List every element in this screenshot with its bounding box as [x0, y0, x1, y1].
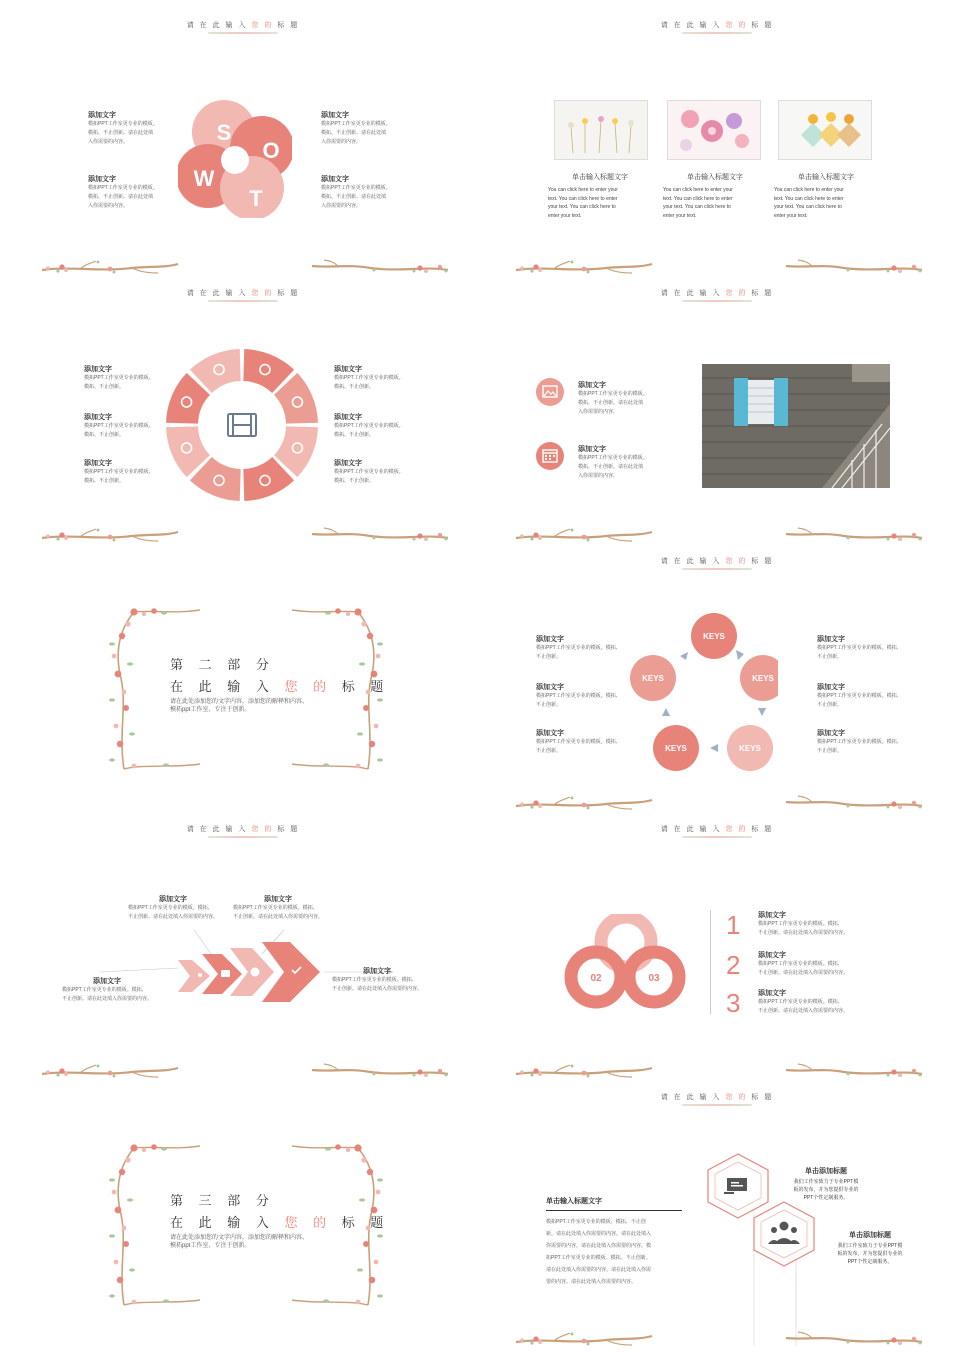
block-title: 单击输入标题文字 [546, 1198, 602, 1205]
item-title: 添加文字 [817, 684, 845, 691]
section-number: 第 三 部 分 [170, 1193, 275, 1208]
item-title: 添加文字 [334, 366, 362, 373]
branch-decoration-right [784, 1330, 924, 1346]
window-photo [702, 364, 890, 488]
keys-item [817, 682, 902, 710]
chevron-item [332, 966, 422, 994]
item-title: 添加文字 [84, 460, 112, 467]
item-text: 模拓PPT工作室更专业的模板。模拓、 不止创新。 [536, 693, 621, 708]
keys-item [536, 634, 621, 662]
header-underline [208, 32, 278, 34]
slide-header: 请 在 此 输 入 您 的 标 题 [660, 290, 774, 297]
key-label: KEYS [752, 674, 774, 683]
item-text: 模拓PPT工作室更专业的模板。 模拓、不止创新。请在此处填 入你需要的内容。 [88, 121, 158, 145]
item-number: 2 [726, 950, 741, 980]
ring-item [84, 458, 154, 486]
photo-card [663, 172, 767, 220]
item-title: 添加文字 [93, 978, 121, 985]
header-underline [208, 300, 278, 302]
hexagon-box [776, 1166, 876, 1202]
slide-keys [480, 542, 954, 810]
branch-decoration-left [40, 1062, 180, 1078]
ring-label: 02 [590, 973, 602, 984]
item-title: 添加文字 [264, 896, 292, 903]
section-title: 在 此 输 入 您 的 标 题 [170, 679, 390, 694]
item-text: 模拓PPT工作室更专业的模板。 模拓、不止创新。请在此处填 入你需要的内容。 [321, 185, 391, 209]
header-underline [682, 32, 752, 34]
hexagon-box [820, 1230, 920, 1266]
item-title: 添加文字 [159, 896, 187, 903]
keys-item [817, 728, 902, 756]
ring-item [334, 412, 404, 440]
header-underline [208, 836, 278, 838]
keys-item [536, 682, 621, 710]
item-text: 模拓PPT工作室更专业的模板。模拓、 不止创新。 [817, 739, 902, 754]
swot-w: W [193, 166, 215, 191]
swot-s: S [216, 120, 232, 145]
branch-decoration-right [310, 1062, 450, 1078]
item-title: 添加文字 [88, 112, 116, 119]
item-title: 添加文字 [578, 382, 606, 389]
rings-diagram [564, 914, 688, 1010]
slide-header: 请 在 此 输 入 您 的 标 题 [186, 826, 300, 833]
item-title: 添加文字 [321, 112, 349, 119]
header-underline [682, 568, 752, 570]
flowers-photo-1 [554, 100, 648, 160]
slide-header: 请 在 此 输 入 您 的 标 题 [660, 1094, 774, 1101]
card-title: 单击输入标题文字 [572, 174, 628, 181]
slide-section-3 [6, 1078, 480, 1346]
photo-card [548, 172, 652, 220]
arrow-icon [680, 652, 688, 660]
branch-decoration-right [784, 526, 924, 542]
item-title: 添加文字 [84, 414, 112, 421]
slide-rings-123 [480, 810, 954, 1078]
section-desc: 请在此处添加您的文字内容，添加您的解释和内容。 模拓ppt工作室、专注于创新。 [170, 1235, 309, 1249]
branch-decoration-right [784, 794, 924, 810]
item-text: 模拓PPT工作室更专业的模板。模拓、 不止创新。请在此处填入你需要的内容。 [758, 921, 849, 936]
card-text: You can click here to enter your text. You can click here to enter your text. You can click here to enter your text. [663, 187, 733, 219]
slide-ring [6, 274, 480, 542]
slide-header: 请 在 此 输 入 您 的 标 题 [660, 826, 774, 833]
swot-item [321, 110, 391, 147]
chevron-item [233, 894, 323, 922]
box-text: 我们工作室致力于专业PPT模 板的发布，并为您提供专业的 PPT个性定制服务。 [837, 1243, 903, 1265]
branch-decoration-left [514, 1330, 654, 1346]
ring-label: 01 [620, 940, 632, 951]
flowers-photo-2 [667, 100, 761, 160]
image-icon-badge [536, 378, 564, 406]
item-text: 模拓PPT工作室更专业的模板。 模拓、不止创新。 [84, 375, 154, 390]
arrow-icon [710, 744, 718, 752]
item-title: 添加文字 [321, 176, 349, 183]
slide-header: 请 在 此 输 入 您 的 标 题 [186, 290, 300, 297]
ring-item [84, 364, 154, 392]
ring-diagram [165, 348, 319, 502]
box-text: 我们工作室致力于专业PPT模 板的发布，并为您提供专业的 PPT个性定制服务。 [793, 1179, 859, 1201]
slide-hexagons [480, 1078, 954, 1346]
item-text: 模拓PPT工作室更专业的模板。 模拓、不止创新。 [334, 423, 404, 438]
item-text: 模拓PPT工作室更专业的模板。模拓、 不止创新。请在此处填入你需要的内容。 [233, 905, 324, 920]
item-text: 模拓PPT工作室更专业的模板。模拓、 不止创新。 [536, 645, 621, 660]
card-text: You can click here to enter your text. You can click here to enter your text. You can click here to enter your text. [548, 187, 618, 219]
slide-swot [6, 6, 480, 274]
swot-item [88, 174, 158, 211]
item-text: 模拓PPT工作室更专业的模板。模拓、 不止创新。请在此处填入你需要的内容。 [332, 977, 423, 992]
header-underline [682, 836, 752, 838]
box-title: 单击添加标题 [849, 1232, 891, 1239]
branch-decoration-right [310, 258, 450, 274]
item-title: 添加文字 [536, 684, 564, 691]
item-title: 添加文字 [84, 366, 112, 373]
flowers-photo-3 [778, 100, 872, 160]
swot-item [321, 174, 391, 211]
item-text: 模拓PPT工作室更专业的模板。 模拓、不止创新。 [334, 375, 404, 390]
slide-header: 请 在 此 输 入 您 的 标 题 [186, 22, 300, 29]
item-text: 模拓PPT工作室更专业的模板。 模拓、不止创新。请在此处填 入你需要的内容。 [321, 121, 391, 145]
ring-item [334, 364, 404, 392]
ring-label: 03 [648, 973, 660, 984]
item-title: 添加文字 [758, 990, 786, 997]
key-label: KEYS [703, 632, 725, 641]
item-title: 添加文字 [334, 414, 362, 421]
item-title: 添加文字 [578, 446, 606, 453]
header-underline [682, 1104, 752, 1106]
branch-decoration-left [40, 526, 180, 542]
branch-decoration-left [514, 1062, 654, 1078]
slide-chevrons [6, 810, 480, 1078]
branch-decoration-left [514, 794, 654, 810]
card-icon [221, 970, 230, 977]
item-text: 模拓PPT工作室更专业的模板。模拓、 不止创新。请在此处填入你需要的内容。 [758, 999, 849, 1014]
item-number: 3 [726, 988, 741, 1018]
chevron-item [62, 976, 152, 1004]
branch-decoration-right [784, 258, 924, 274]
slide-window [480, 274, 954, 542]
arrow-icon [662, 708, 670, 716]
dots-icon [198, 973, 202, 977]
slide-photos [480, 6, 954, 274]
photo-card [774, 172, 878, 220]
key-label: KEYS [642, 674, 664, 683]
item-title: 添加文字 [758, 912, 786, 919]
vertical-divider [710, 910, 711, 1014]
section-number: 第 二 部 分 [170, 657, 275, 672]
item-text: 模拓PPT工作室更专业的模板。模拓、 不止创新。请在此处填入你需要的内容。 [758, 961, 849, 976]
branch-decoration-right [310, 526, 450, 542]
chevron-item [128, 894, 218, 922]
branch-decoration-left [40, 258, 180, 274]
keys-item [817, 634, 902, 662]
item-text: 模拓PPT工作室更专业的模板。模拓、 不止创新。 [536, 739, 621, 754]
branch-decoration-left [514, 526, 654, 542]
item-text: 模拓PPT工作室更专业的模板。模拓、 不止创新。 [817, 645, 902, 660]
item-title: 添加文字 [363, 968, 391, 975]
calendar-icon-badge [536, 442, 564, 470]
branch-decoration-right [784, 1062, 924, 1078]
item-text: 模拓PPT工作室更专业的模板。 模拓、不止创新。 [84, 469, 154, 484]
swot-item [88, 110, 158, 147]
item-text: 模拓PPT工作室更专业的模板。模拓、 不止创新。请在此处填入你需要的内容。 [128, 905, 219, 920]
arrow-icon [736, 650, 744, 660]
card-title: 单击输入标题文字 [798, 174, 854, 181]
item-title: 添加文字 [536, 636, 564, 643]
slide-header: 请 在 此 输 入 您 的 标 题 [660, 22, 774, 29]
arrow-icon [758, 708, 766, 716]
window-item [578, 380, 648, 417]
item-text: 模拓PPT工作室更专业的模板。模拓、 不止创新。 [817, 693, 902, 708]
globe-icon [251, 968, 260, 977]
item-text: 模拓PPT工作室更专业的模板。模拓、 不止创新。请在此处填入你需要的内容。 [62, 987, 153, 1002]
item-title: 添加文字 [758, 952, 786, 959]
item-text: 模拓PPT工作室更专业的模板。 模拓、不止创新。 [84, 423, 154, 438]
branch-decoration-left [514, 258, 654, 274]
item-text: 模拓PPT工作室更专业的模板。 模拓、不止创新。请在此处填 入你需要的内容。 [88, 185, 158, 209]
item-text: 模拓PPT工作室更专业的模板。 模拓、不止创新。请在此处填 入你需要的内容。 [578, 455, 648, 479]
window-item [578, 444, 648, 481]
slide-section-2 [6, 542, 480, 810]
item-title: 添加文字 [817, 730, 845, 737]
item-number: 1 [726, 910, 741, 940]
card-title: 单击输入标题文字 [687, 174, 743, 181]
slide-header: 请 在 此 输 入 您 的 标 题 [660, 558, 774, 565]
header-underline [682, 300, 752, 302]
swot-o: O [262, 138, 280, 163]
section-desc: 请在此处添加您的文字内容，添加您的解释和内容。 模拓ppt工作室、专注于创新。 [170, 699, 309, 713]
item-title: 添加文字 [536, 730, 564, 737]
keys-cycle-diagram [628, 612, 778, 774]
swot-diagram [178, 98, 292, 218]
section-title: 在 此 输 入 您 的 标 题 [170, 1215, 390, 1230]
key-label: KEYS [739, 744, 761, 753]
item-title: 添加文字 [88, 176, 116, 183]
keys-item [536, 728, 621, 756]
card-text: You can click here to enter your text. You can click here to enter your text. You can click here to enter your text. [774, 187, 844, 219]
item-text: 模拓PPT工作室更专业的模板。 模拓、不止创新。 [334, 469, 404, 484]
left-text-block [546, 1196, 682, 1288]
item-title: 添加文字 [817, 636, 845, 643]
item-text: 模拓PPT工作室更专业的模板。 模拓、不止创新。请在此处填 入你需要的内容。 [578, 391, 648, 415]
block-text: 模拓PPT工作室更专业的模板、模拓、不止创 新。请在此处填入你需要的内容。请在此处填入 你需要的内容。请在此处填入你需要的内容。模 拓PPT工作室更专业的模板、模拓、不止创新。 请在此处填入你需要的内容。请在此处填入你需 要的内容。请在此处填入你需要的内容。 [546, 1219, 652, 1285]
item-title: 添加文字 [334, 460, 362, 467]
swot-t: T [249, 186, 263, 211]
key-label: KEYS [665, 744, 687, 753]
box-title: 单击添加标题 [805, 1168, 847, 1175]
ring-item [334, 458, 404, 486]
ring-item [84, 412, 154, 440]
title-underline [546, 1210, 682, 1211]
